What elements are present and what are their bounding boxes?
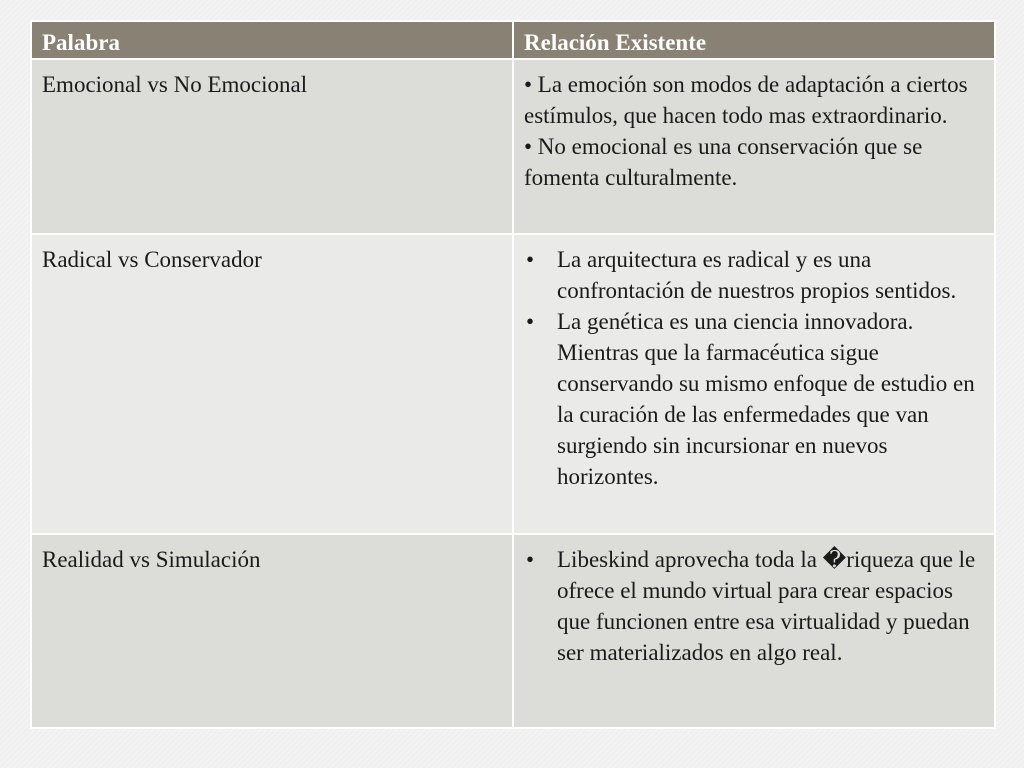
relation-cell — [513, 234, 995, 534]
bullet-text: La arquitectura es radical y es una confrontación de nuestros propios sentidos. — [557, 247, 957, 303]
bullet-icon: • — [526, 309, 535, 334]
relation-bullet-list — [524, 244, 982, 492]
bullet-text: Libeskind aprovecha toda la �riqueza que le ofrece el mundo virtual para crear espacios que funcionen entre esa virtualidad y puedan ser materializados en algo real. — [557, 547, 976, 665]
word-label: Realidad vs Simulación — [42, 547, 261, 572]
table-row — [31, 59, 995, 234]
relation-cell — [513, 534, 995, 728]
bullet-icon: • — [526, 247, 535, 272]
relation-bullet-list — [524, 544, 982, 668]
relation-paragraph: • La emoción son modos de adaptación a ciertos estímulos, que hacen todo mas extraordinario. — [524, 72, 968, 128]
word-cell — [31, 234, 513, 534]
list-item — [524, 306, 982, 492]
word-cell — [31, 534, 513, 728]
bullet-icon: • — [526, 547, 535, 572]
word-label: Radical vs Conservador — [42, 247, 262, 272]
word-label: Emocional vs No Emocional — [42, 72, 308, 97]
list-item — [524, 544, 982, 668]
word-cell — [31, 59, 513, 234]
comparison-table — [30, 20, 996, 729]
list-item — [524, 244, 982, 306]
header-relacion-existente: Relación Existente — [513, 21, 995, 59]
bullet-text: La genética es una ciencia innovadora. Mientras que la farmacéutica sigue conservando su mismo enfoque de estudio en la curación de las enfermedades que van surgiendo sin incursionar en nuevos horizontes. — [557, 309, 975, 489]
relation-cell — [513, 59, 995, 234]
relation-paragraph: • No emocional es una conservación que se fomenta culturalmente. — [524, 134, 923, 190]
table-row — [31, 234, 995, 534]
header-palabra: Palabra — [31, 21, 513, 59]
table-row — [31, 534, 995, 728]
table-header-row — [31, 21, 995, 59]
